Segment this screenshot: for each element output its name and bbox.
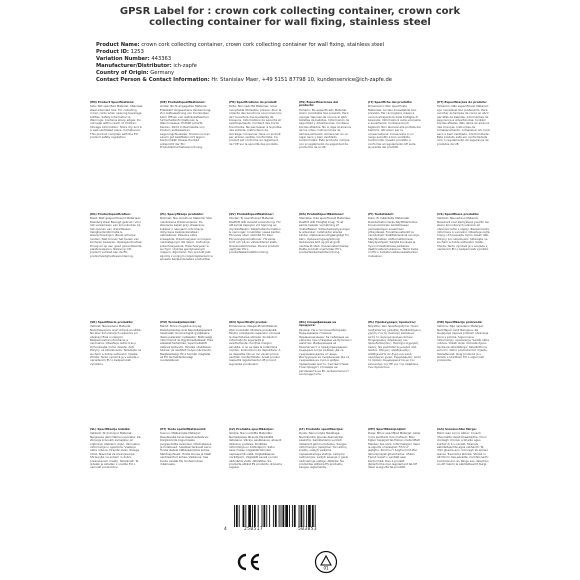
spec-block — [90, 101, 143, 204]
barcode-bar — [236, 505, 238, 527]
barcode-bars — [232, 505, 342, 527]
meta-country — [96, 70, 526, 77]
barcode-bar — [315, 505, 316, 527]
meta-value: Hr. Stanislav Maer, +49 5151 87798 10, kundenservice@ich-zapfe.de — [211, 77, 392, 84]
spec-block-text: Größe: Nicht angegeben Material: Edelstahl Vorgesehene Verwendung: Zur Aufbewahrung von Kronkorken beim Öffnen von Getränkeflaschen. Sicherheitsinformationen & Warnhinweise: Enthält scharfe Kanten. Nicht in Reichweite von Kindern aufbewahren. Lagerungshinweise: Trocken und an einem gut belüfteten Ort lagern. Konformität: Dieses Produkt entspricht der EU-Produktsicherheitsverordnung. — [160, 104, 212, 150]
spec-block-heading: (DA) Produktspecifikationer: — [299, 213, 345, 216]
spec-block-text: Suurus: Määramata Materjal: Roostevaba teras Kasutusotstarve: Korgikorkide kogumiseks joogipudelite avamisel. Ohutusteave ja hoiatused: Sisaldab teravaid servi. Hoida lastele kättesaamatus kohas. Säilitusjuhised: Hoida kuivas ja hästi ventileeritud kohas. Vastavus: See toode vastab ELi tooteohutuse määrusele. — [160, 431, 212, 467]
spec-block — [90, 428, 143, 531]
spec-block-text: Maat: Niet gespecificeerd Materiaal: Roestvrij staal Beoogd gebruik: Voor het verzamelen van kroonkurken bij het openen van drankflessen. Veiligheidsinformatie & waarschuwingen: Bevat scherpe randen. Niet binnen het bereik van kinderen bewaren. Opslaginstructies: Droog en op een goed geventileerde plaats bewaren. Naleving: Dit product voldoet aan de EU-productveiligheidsverordening. — [90, 216, 143, 258]
barcode-bar — [279, 505, 280, 527]
barcode-bar — [263, 505, 265, 527]
spec-block-heading: (CS) Specifikace produktu: — [437, 213, 480, 216]
spec-block — [90, 321, 143, 424]
barcode-bar — [239, 505, 240, 527]
meta-value: 1253 — [130, 49, 144, 56]
spec-block-text: Méid: Gan sonrú Ábhar: Cruach dhosmálta Úsáid bheartaithe: Chun clúdaigh choróin a bhailiú agus buidéil dí á n-oscailt. Faisnéis sábháilteachta agus rabhaidh: Tá imill ghéara ann. Coinnigh as aimsiú leanaí. Treoracha stórála: Stóráil in áit thirim dea-aeráilte. Comhlíonadh: Comhlíonann an táirge seo rialachán an AE maidir le sábháilteacht táirgí. — [437, 431, 489, 467]
spec-block-heading: (FI) Tuotetiedot: — [368, 213, 394, 216]
spec-block-text: Rozmiar: Nie określono Materiał: Stal nierdzewna Przeznaczenie: Do zbierania kapsli przy otwieraniu butelek z napojami. Informacje dotyczące bezpieczeństwa i ostrzeżenia: Zawiera ostre krawędzie. Przechowywać w miejscu niedostępnym dla dzieci. Instrukcje przechowywania: Przechowywać w suchym i dobrze wentylowanym miejscu. Zgodność: Ten produkt jest zgodny z unijnym rozporządzeniem w sprawie bezpieczeństwa produktów. — [160, 216, 213, 262]
spec-block-text: Dimensiune: Nespecificat Material: Oțel inoxidabil Utilizare prevăzută: Pentru colectarea capacelor coroană la deschiderea sticlelor de băuturi. Informații de siguranță și avertismente: Conține margini ascuțite. A nu se lăsa la îndemâna copiilor. Instrucțiuni de depozitare: A se depozita într-un loc uscat și bine ventilat. Conformitate: Acest produs respectă regulamentul UE privind siguranța produselor. — [229, 324, 281, 366]
spec-block-text: Velikost: Neuvedeno Materiál: Nerezová ocel Zamýšlené použití: Ke sběru korunkových uzávěrů při otevírání lahví s nápoji. Bezpečnostní informace a varování: Obsahuje ostré hrany. Uchovávejte mimo dosah dětí. Pokyny pro skladování: Skladujte na suchém a dobře větraném místě. Shoda: Tento výrobek je v souladu s nařízením EU o bezpečnosti výrobků. — [437, 216, 490, 252]
spec-block-heading: (BG) Спецификации на продукта: — [299, 321, 337, 328]
spec-block-heading: (EL) Προδιαγραφές προϊόντος: — [368, 321, 417, 324]
barcode-group-1: 250517 — [244, 527, 263, 532]
spec-block — [437, 213, 490, 316]
spec-block-heading: (GA) Sonraíochtaí Táirge: — [437, 428, 477, 431]
barcode-bar — [306, 505, 307, 527]
spec-block-heading: (SV) Produktspecifikationer: — [229, 213, 274, 216]
barcode-bar — [301, 505, 303, 527]
spec-block-text: Размер: Не е посочен Материал: Неръждаема стомана Предназначение: За събиране на капачки при отваряне на бутилки с напитки. Информация за безопасност и предупреждения: Съдържа остри ръбове. Да се съхранява далеч от деца. Инструкции за съхранение: Да се съхранява на сухо и добре проветриво място. Съответствие: Този продукт отговаря на регламента на ЕС за безопасност на продуктите. — [299, 327, 352, 377]
spec-block-heading: (LT) Produkto specifikacijos: — [299, 428, 344, 431]
spec-block-text: Size: Not specified Material: Stainless steel Intended Use: For collecting crown corks when opening beverage bottles. Safety Information & Warnings: Contains sharp edges. Do not keep within reach of children. Storage Information: Store dry and in a well-ventilated place. Compliance: This product complies with the EU product safety regulation. — [90, 104, 143, 140]
meta-variation — [96, 56, 526, 63]
spec-block-text: Tamaño: No especificado Material: Acero inoxidable Uso previsto: Para recoger tapones de corona al abrir botellas de bebidas. Información de seguridad y advertencias: Contiene bordes afilados. No lo deje al alcance de los niños. Instrucciones de almacenamiento: Almacenar en un lugar seco y bien ventilado. Conformidad: Este producto cumple con el reglamento de seguridad de productos de la UE. — [299, 107, 352, 150]
spec-block — [299, 101, 352, 204]
barcode-bar — [252, 505, 253, 527]
meta-value: 443363 — [151, 56, 172, 63]
barcode-bar — [294, 505, 296, 527]
spec-block-text: Velikost: Ni določeno Material: Nerjaveče jeklo Namen uporabe: Za zbiranje kronskih zamaškov pri odpiranju steklenic pijač. Varnostne informacije in opozorila: Vsebuje ostre robove. Hranite izven dosega otrok. Navodila za shranjevanje: Shranjujte na suhem in dobro prezračenem mestu. Skladnost: Ta izdelek je skladen z uredbo EU o varnosti proizvodov. — [90, 431, 141, 470]
barcode-bar — [266, 505, 267, 527]
spec-block-heading: (NL) Productspecificaties: — [90, 213, 131, 216]
barcode-bar — [269, 505, 270, 527]
spec-block — [160, 213, 213, 316]
spec-block-heading: (ES) Especificaciones del producto: — [299, 101, 339, 108]
barcode-bar — [234, 505, 235, 527]
barcode-bar — [281, 505, 282, 527]
spec-block — [299, 321, 352, 424]
spec-block — [229, 213, 282, 316]
spec-block-heading: (HU) Termékjellemzők: — [160, 321, 196, 324]
spec-block — [160, 101, 213, 204]
barcode-bar — [285, 505, 288, 527]
barcode-bar — [275, 505, 277, 527]
barcode-group-2: 503853 — [298, 527, 317, 532]
barcode-bar — [262, 505, 263, 527]
spec-block — [229, 321, 282, 424]
spec-block — [299, 213, 352, 316]
meta-contact — [96, 77, 526, 84]
spec-block-text: Taille: Non spécifié Matériau: Acier inoxydable Utilisation prévue: Pour la collecte des bouchons couronnes lors de l'ouverture des bouteilles de boissons. Informations de sécurité et avertissements: Contient des bords tranchants. Ne pas laisser à la portée des enfants. Instructions de stockage: Conserver dans un endroit sec et bien ventilé. Conformité: Ce produit est conforme au règlement de l'UE sur la sécurité des produits. — [229, 104, 282, 146]
meta-product-name — [96, 42, 526, 49]
barcode-bar — [289, 505, 290, 527]
spec-block-heading: (IT) Specifiche del prodotto: — [368, 101, 413, 104]
spec-block-text: Storlek: Ej specificerad Material: Rostfritt stål Avsedd användning: För att samla kapsyler vid öppning av dryckesflaskor. Säkerhetsinformation & varningar: Innehåller vassa kanter. Förvaras utom räckhåll för barn. Förvaringsinstruktioner: Förvaras torrt och på en välventilerad plats. Överensstämmelse: Denna produkt uppfyller EU:s produktsäkerhetsförordning. — [229, 216, 281, 255]
barcode-bar — [254, 505, 256, 527]
barcode-bar — [312, 505, 314, 527]
recycling-icon — [314, 550, 338, 574]
spec-block-text: Koko: Ei määritelty Materiaali: Ruostumaton teräs Käyttötarkoitus: Kruunukorkkien keräämiseen juomapullojen avaamisen yhteydessä. Turvallisuustiedot ja varoitukset: Sisältää teräviä reunoja. Säilytä lasten ulottumattomissa. Säilytysohjeet: Säilytä kuivassa ja hyvin ilmastoidussa paikassa. Vaatimustenmukaisuus: Tämä tuote on EU:n tuoteturvallisuusasetuksen mukainen. — [368, 216, 420, 258]
spec-block-heading: (HR) Specifikacije proizvoda: — [437, 321, 483, 324]
spec-block-text: Tamanho: Não especificado Material: Aço inoxidável Uso pretendido: Para recolher as tampas de coroa ao abrir garrafas de bebidas. Informações de segurança e advertências: Contém bordas afiadas. Não deixe ao alcance das crianças. Instruções de armazenamento: Armazenar em local seco e bem ventilado. Conformidade: Este produto está em conformidade com o regulamento de segurança de produtos da UE. — [437, 104, 490, 146]
ce-mark-icon — [235, 553, 261, 571]
title-line-2: collecting container for wall fixing, stainless steel — [149, 17, 431, 28]
barcode-bar — [258, 505, 259, 527]
spec-block-text: Izmērs: Nav norādīts Materiāls: Nerūsējošais tērauds Paredzētā lietošana: Vāciņu savākšanai, atverot dzērienu pudeles. Drošības informācija un brīdinājumi: Satur asas malas. Uzglabāt bērniem nepieejamā vietā. Uzglabāšanas norādījumi: Uzglabāt sausā un labi vēdināmā vietā. Atbilstība: Šis produkts atbilst ES produktu drošuma regulai. — [229, 431, 282, 470]
spec-block-text: Daqs: Mhux speċifikat Materjal: Azzar li ma jsaddadx Użu maħsub: Biex tiġbor tappijiet tal-flixkun meta tiftaħ fliexken tax-xorb. Informazzjoni dwar is-sigurtà u twissijiet: Fih truf jaqtgħu. Żommu 'l bogħod mit-tfal. Istruzzjonijiet għall-ħażna: Aħżen f'post niexef u ventilat sew. Konformità: Dan il-prodott jikkonforma mar-regolament tal-UE dwar is-sigurtà tal-prodotti. — [368, 431, 421, 470]
spec-block — [368, 101, 421, 204]
meta-label: Contact Person & Contact Information: — [96, 77, 210, 84]
spec-block-text: Størrelse: Ikke specificeret Materiale: Rustfrit stål Tilsigtet brug: Til at samle kapsler ved åbning af drikkeflasker. Sikkerhedsoplysninger & advarsler: Indeholder skarpe kanter. Opbevares utilgængeligt for børn. Opbevaringsvejledning: Opbevares tørt og på et godt ventileret sted. Overensstemmelse: Dette produkt overholder EU's produktsikkerhedsforordning. — [299, 216, 351, 255]
spec-block-text: Dimensioni: Non specificato Materiale: Acciaio inossidabile Uso previsto: Per raccogliere i tappi a corona all'apertura delle bottiglie di bevande. Informazioni sulla sicurezza e avvertenze: Contiene bordi taglienti. Non lasciare alla portata dei bambini. Istruzioni per la conservazione: Conservare in un luogo asciutto e ben ventilato. Conformità: Questo prodotto è conforme al regolamento UE sulla sicurezza dei prodotti. — [368, 104, 421, 150]
spec-block — [437, 101, 490, 204]
spec-block-heading: (FR) Spécifications du produit: — [229, 101, 278, 104]
spec-block-text: Dydis: Nenurodyta Medžiaga: Nerūdijantis plienas Numatytoji paskirtis: Kamšteliams surinkti atidarant gėrimų butelius. Saugos informacija ir įspėjimai: Turi aštrių kraštų. Laikyti vaikams nepasiekiamoje vietoje. Laikymo instrukcijos: Laikyti sausoje ir gerai vėdinamoje vietoje. Atitiktis: Šis produktas atitinka ES produktų saugos reglamentą. — [299, 431, 349, 470]
meta-value: Germany — [150, 70, 175, 77]
svg-text:01: 01 — [323, 565, 329, 571]
label-title — [60, 6, 520, 28]
spec-block — [437, 321, 490, 424]
barcode-bar — [273, 505, 274, 527]
spec-block — [368, 321, 421, 424]
meta-label: Variation Number: — [96, 56, 150, 63]
spec-block-heading: (EN) Product Specifications: — [90, 101, 135, 104]
product-meta — [96, 42, 526, 85]
barcode-bar — [308, 505, 311, 527]
barcode-bar — [282, 505, 284, 527]
spec-block — [437, 428, 490, 531]
spec-block — [90, 213, 143, 316]
barcode-bar — [303, 505, 304, 527]
spec-block-text: Veľkosť: Neuvedené Materiál: Nehrdzavejúca oceľ Určené použitie: Na zber korunkových uzáverov pri otváraní fliaš s nápojmi. Bezpečnostné informácie a varovania: Obsahuje ostré hrany. Uchovávajte mimo dosahu detí. Pokyny na skladovanie: Skladujte na suchom a dobre vetranom mieste. Zhoda: Tento výrobok je v súlade s nariadením EÚ o bezpečnosti výrobkov. — [90, 324, 142, 366]
language-spec-grid — [90, 101, 490, 541]
meta-manufacturer — [96, 63, 526, 70]
spec-block-text: Μέγεθος: Δεν προσδιορίζεται Υλικό: Ανοξείδωτος χάλυβας Προβλεπόμενη χρήση: Για τη συλλογή καπακιών κατά το άνοιγμα φιαλών ποτών. Πληροφορίες ασφαλείας και προειδοποιήσεις: Περιέχει αιχμηρές άκρες. Να φυλάσσεται μακριά από παιδιά. Οδηγίες αποθήκευσης: Αποθηκεύστε σε ξηρό και καλά αεριζόμενο χώρο. Συμμόρφωση: Αυτό το προϊόν συμμορφώνεται με τον κανονισμό της ΕΕ για την ασφάλεια των προϊόντων. — [368, 324, 421, 370]
spec-block-heading: (PL) Specyfikacje produktu: — [160, 213, 204, 216]
spec-block-heading: (SL) Specifikacije izdelka: — [90, 428, 131, 431]
spec-block-heading: (LV) Produkta specifikācijas: — [229, 428, 274, 431]
spec-block-text: Méret: Nincs megadva Anyag: Rozsdamentes acél Rendeltetésszerű használat: Koronadugók gyűjtésére italos palackok nyitásakor. Biztonsági információk és figyelmeztetések: Éles széleket tartalmaz. Gyermekektől elzárva tartandó. Tárolási utasítások: Száraz, jól szellőző helyen tárolandó. Megfelelőség: Ez a termék megfelel az EU termékbiztonsági rendeletének. — [160, 324, 213, 363]
spec-block-text: Veličina: Nije navedeno Materijal: Nehrđajući čelik Namjena: Za skupljanje čepova prilikom otvaranja boca s pićima. Sigurnosne informacije i upozorenja: Sadrži oštre rubove. Držati izvan dohvata djece. Upute za skladištenje: Skladištiti na suhom i dobro prozračenom mjestu. Usklađenost: Ovaj proizvod je u skladu s Uredbom EU o sigurnosti proizvoda. — [437, 324, 490, 363]
meta-label: Product Name: — [96, 42, 140, 48]
spec-block — [160, 428, 213, 531]
barcode-lead-digit: 4 — [224, 527, 228, 532]
barcode-bar — [243, 505, 245, 527]
spec-block — [160, 321, 213, 424]
spec-block-heading: (ET) Toote spetsifikatsioonid: — [160, 428, 207, 431]
title-line-1: GPSR Label for : crown cork collecting container, crown cork — [119, 6, 461, 17]
spec-block-heading: (DE) Produktspezifikationen: — [160, 101, 206, 104]
barcode-bar — [248, 505, 251, 527]
barcode-bar — [245, 505, 246, 527]
spec-block-heading: (PT) Especificações do produto: — [437, 101, 487, 104]
spec-block-heading: (MT) Speċifikazzjonijiet: — [368, 428, 406, 431]
meta-label: Product ID: — [96, 49, 130, 56]
spec-block — [229, 101, 282, 204]
meta-label: Country of Origin: — [96, 70, 149, 77]
barcode-bar — [299, 505, 300, 527]
spec-block — [368, 213, 421, 316]
spec-block-heading: (RO) Specificații produs: — [229, 321, 268, 324]
meta-label: Manufacturer/Distributor: — [96, 63, 172, 70]
spec-block — [368, 428, 421, 531]
barcode-bar — [292, 505, 293, 527]
meta-product-id — [96, 49, 526, 56]
barcode — [232, 505, 342, 527]
spec-block-heading: (SK) Špecifikácie produktu: — [90, 321, 134, 324]
meta-value: crown cork collecting container, crown cork collecting container for wall fixing, stainless steel — [141, 42, 384, 48]
meta-value: ich-zapfe — [173, 63, 197, 70]
